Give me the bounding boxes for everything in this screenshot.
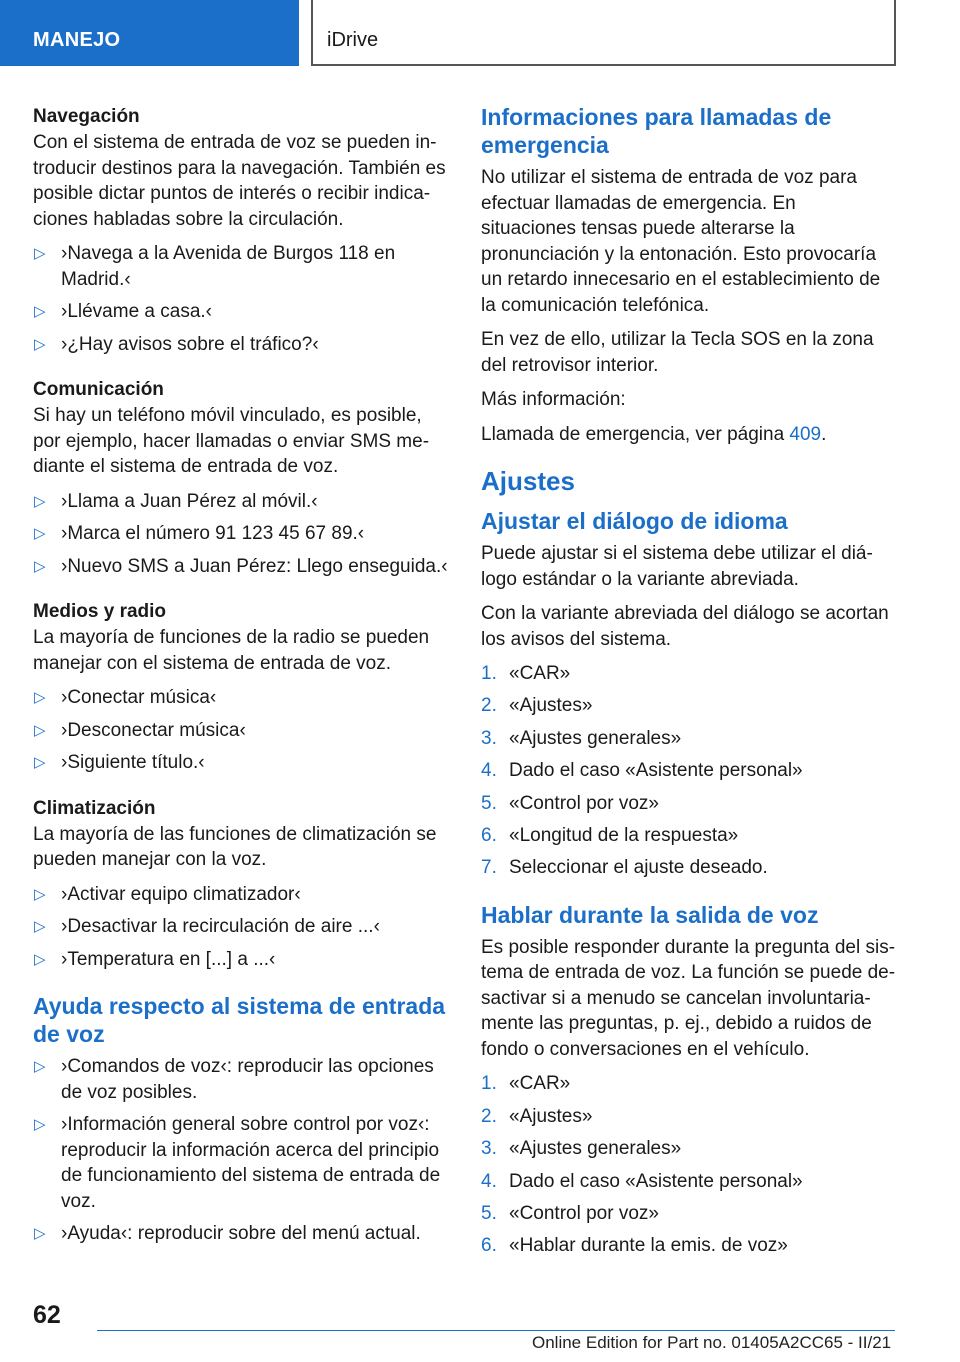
- comunicacion-heading: Comunicación: [33, 379, 164, 400]
- dialogo-heading: Ajustar el diálogo de idioma: [481, 508, 788, 534]
- hablar-heading: Hablar durante la salida de voz: [481, 901, 819, 928]
- hablar-text: Es posible responder durante la pregunta del sistema de entrada de voz. La función se puede desactivar si a menudo se cancelan involuntariamente las preguntas, p. ej., debido a ruidos de fondo o conversaciones en el vehículo.: [481, 936, 896, 1060]
- clima-text: La mayoría de las funciones de climatización se pueden manejar con la voz.: [33, 823, 437, 870]
- list-item: ▷ ›Marca el número 91 123 45 67 89.‹: [33, 521, 448, 547]
- emergencia-heading: Informaciones para llamadas de emergencia: [481, 104, 832, 158]
- triangle-bullet-icon: ▷: [34, 754, 46, 771]
- edition-text: Online Edition for Part no. 01405A2CC65 - II/21: [532, 1333, 892, 1352]
- step-item: 1. «CAR»: [481, 1073, 571, 1095]
- right-column: [481, 100, 896, 1266]
- list-item: ▷ ›Información general sobre control por voz‹: reproducir la información acerca del principio de funcionamiento del sistema de entrada de voz.: [34, 1114, 441, 1212]
- list-item: ▷ ›Desconectar música‹: [33, 718, 448, 744]
- emergencia-text-3: Más información:: [481, 389, 626, 410]
- emergencia-text-2: En vez de ello, utilizar la Tecla SOS en la zona del retrovisor interior.: [481, 329, 874, 376]
- step-item: 2. «Ajustes»: [481, 695, 593, 717]
- ayuda-heading: Ayuda respecto al sistema de entrada de voz: [33, 993, 446, 1047]
- triangle-bullet-icon: ▷: [34, 885, 46, 903]
- navegacion-heading: Navegación: [33, 106, 140, 127]
- page-number: 62: [33, 1301, 61, 1329]
- medios-list: [33, 685, 448, 776]
- triangle-bullet-icon: ▷: [34, 245, 46, 262]
- triangle-bullet-icon: ▷: [34, 525, 46, 542]
- triangle-bullet-icon: ▷: [34, 1058, 46, 1075]
- list-item: ▷ ›Conectar música‹: [33, 685, 448, 711]
- chapter-title: iDrive: [311, 0, 896, 66]
- list-item: ▷ ›Temperatura en [...] a ...‹: [33, 947, 448, 973]
- dialogo-text-2: Con la variante abreviada del diálogo se acortan los avisos del sistema.: [481, 603, 889, 650]
- list-item: ▷ ›Activar equipo climatizador‹: [33, 882, 448, 908]
- comunicacion-text: Si hay un teléfono móvil vinculado, es posible, por ejemplo, hacer llamadas o enviar SMS mediante el sistema de entrada de voz.: [33, 405, 430, 477]
- footer-divider: [97, 1330, 895, 1331]
- clima-heading: Climatización: [33, 797, 156, 819]
- emergencia-text-1: No utilizar el sistema de entrada de voz para efectuar llamadas de emergencia. En situaciones tensas puede alterarse la pronunciación y la entonación. Esto provocaría un retardo innecesario en el establecimiento de la comunicación telefónica.: [481, 167, 881, 316]
- triangle-bullet-icon: ▷: [34, 1116, 46, 1133]
- triangle-bullet-icon: ▷: [34, 721, 46, 739]
- list-item: ▷ ›Navega a la Avenida de Burgos 118 en Madrid.‹: [34, 243, 396, 290]
- step-item: 3. «Ajustes generales»: [481, 727, 682, 749]
- footer-edition: [532, 1333, 891, 1353]
- emergencia-reference: Llamada de emergencia, ver página 409.: [481, 423, 827, 445]
- step-item: 4. Dado el caso «Asistente personal»: [481, 760, 803, 782]
- triangle-bullet-icon: ▷: [34, 918, 46, 935]
- triangle-bullet-icon: ▷: [34, 557, 46, 575]
- step-item: 2. «Ajustes»: [481, 1105, 593, 1127]
- medios-heading: Medios y radio: [33, 601, 167, 622]
- triangle-bullet-icon: ▷: [34, 950, 46, 968]
- list-item: ▷ ›Siguiente título.‹: [33, 750, 448, 776]
- list-item: ▷ ›Nuevo SMS a Juan Pérez: Llego enseguida.‹: [33, 554, 448, 580]
- navegacion-text: Con el sistema de entrada de voz se pueden introducir destinos para la navegación. También es posible dictar puntos de interés o recibir indicaciones habladas sobre la circulación.: [33, 132, 446, 230]
- step-item: 6. «Hablar durante la emis. de voz»: [481, 1235, 788, 1257]
- triangle-bullet-icon: ▷: [34, 303, 46, 320]
- medios-text: La mayoría de funciones de la radio se pueden manejar con el sistema de entrada de voz.: [33, 627, 430, 674]
- left-column: [33, 100, 448, 1254]
- step-item: 7. Seleccionar el ajuste deseado.: [481, 857, 768, 879]
- list-item: ▷ ›¿Hay avisos sobre el tráfico?‹: [33, 332, 448, 358]
- clima-list: [33, 882, 448, 973]
- list-item: ▷ ›Llévame a casa.‹: [33, 299, 448, 325]
- section-tab: MANEJO: [0, 0, 299, 66]
- step-item: 3. «Ajustes generales»: [481, 1138, 682, 1160]
- ajustes-heading: Ajustes: [481, 466, 575, 496]
- hablar-steps: [481, 1071, 896, 1258]
- step-item: 5. «Control por voz»: [481, 1202, 659, 1224]
- list-item: ▷ ›Desactivar la recirculación de aire ...‹: [33, 914, 448, 940]
- ayuda-list: [33, 1054, 448, 1247]
- page-reference-link[interactable]: 409: [789, 423, 822, 445]
- step-item: 5. «Control por voz»: [481, 792, 659, 814]
- comunicacion-list: [33, 489, 448, 580]
- step-item: 1. «CAR»: [481, 663, 571, 684]
- triangle-bullet-icon: ▷: [34, 492, 46, 510]
- list-item: ▷ ›Comandos de voz‹: reproducir las opciones de voz posibles.: [34, 1056, 434, 1103]
- navegacion-list: [33, 241, 448, 357]
- page-header: [0, 0, 960, 66]
- dialogo-steps: [481, 661, 896, 881]
- step-item: 6. «Longitud de la respuesta»: [481, 824, 739, 846]
- step-item: 4. Dado el caso «Asistente personal»: [481, 1170, 803, 1192]
- triangle-bullet-icon: ▷: [34, 1225, 46, 1242]
- triangle-bullet-icon: ▷: [34, 335, 46, 353]
- list-item: ▷ ›Ayuda‹: reproducir sobre del menú actual.: [33, 1221, 448, 1247]
- dialogo-text-1: Puede ajustar si el sistema debe utilizar el diálogo estándar o la variante abreviada.: [481, 543, 873, 590]
- list-item: ▷ ›Llama a Juan Pérez al móvil.‹: [33, 489, 448, 515]
- triangle-bullet-icon: ▷: [34, 689, 46, 706]
